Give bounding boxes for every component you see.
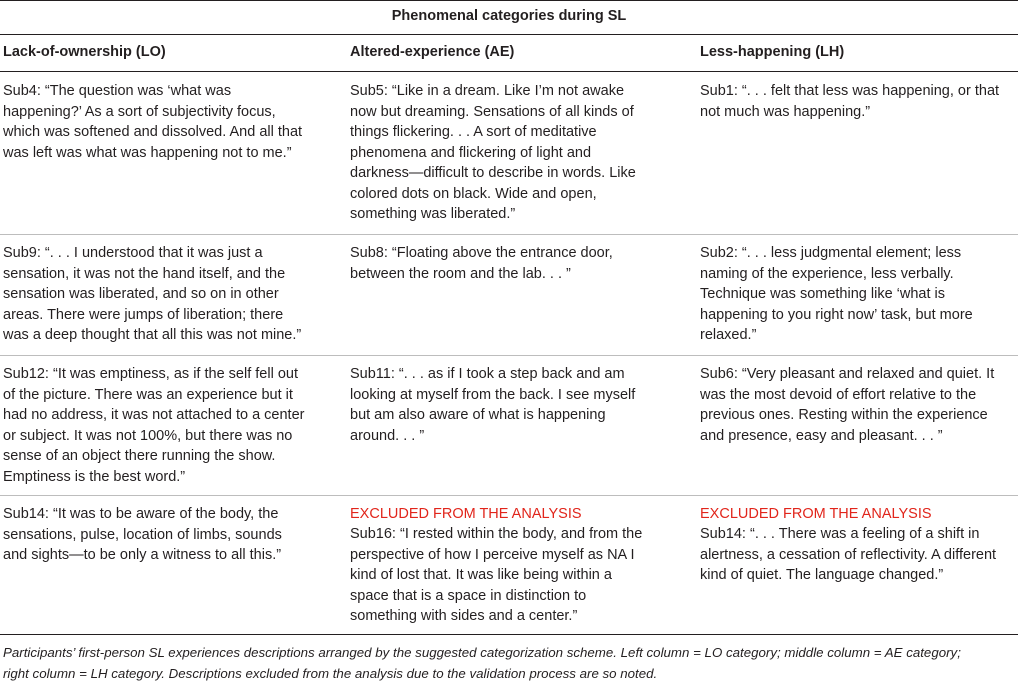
row-3-divider: [0, 495, 1018, 496]
row-1-divider: [0, 234, 1018, 235]
row-2-lh-cell: Sub2: “. . . less judgmental element; less naming of the experience, less verbally. Technique was something like ‘what is happening to you right now’ task, but more relaxed.”: [700, 245, 973, 343]
top-rule: [0, 0, 1018, 1]
row-3-lo-cell: Sub12: “It was emptiness, as if the self fell out of the picture. There was an experience but it had no address, it was not attached to a center or subject. It was not 100%, but there was no sense of an object there running the show. Emptiness is the best word.”: [3, 366, 305, 485]
bottom-rule: [0, 634, 1018, 635]
header-rule: [0, 34, 1018, 35]
column-header-rule: [0, 71, 1018, 72]
table-super-header: Phenomenal categories during SL: [391, 8, 627, 24]
column-header-lo: Lack-of-ownership (LO): [3, 44, 166, 60]
row-4-ae-cell: Sub16: “I rested within the body, and from the perspective of how I perceive myself as NA I kind of lost that. It was like being within a space that is a space in distinction to something with sides and a center.”: [350, 526, 643, 624]
column-header-lh: Less-happening (LH): [700, 44, 845, 60]
row-3-lh-cell: Sub6: “Very pleasant and relaxed and quiet. It was the most devoid of effort relative to the previous ones. Resting within the experience and presence, easy and pleasant. . . ”: [700, 366, 995, 444]
row-2-divider: [0, 355, 1018, 356]
row-4-lo-cell: Sub14: “It was to be aware of the body, the sensations, pulse, location of limbs, sounds and sights—to be only a witness to all this.”: [3, 506, 282, 563]
row-4-lh-excluded-label: EXCLUDED FROM THE ANALYSIS: [700, 506, 932, 522]
row-3-ae-cell: Sub11: “. . . as if I took a step back and am looking at myself from the back. I see myself but am also aware of what is happening around. . . ”: [350, 366, 636, 444]
column-header-ae: Altered-experience (AE): [350, 44, 515, 60]
row-4-ae-excluded-label: EXCLUDED FROM THE ANALYSIS: [350, 506, 582, 522]
row-1-lh-cell: Sub1: “. . . felt that less was happening, or that not much was happening.”: [700, 83, 1000, 120]
row-2-ae-cell: Sub8: “Floating above the entrance door, between the room and the lab. . . ”: [350, 245, 613, 282]
row-1-lo-cell: Sub4: “The question was ‘what was happening?’ As a sort of subjectivity focus, which was softened and dissolved. And all that was left was what was happening not to me.”: [3, 83, 303, 161]
row-4-lh-cell: Sub14: “. . . There was a feeling of a shift in alertness, a cessation of reflectivity. A different kind of quiet. The language changed.”: [700, 526, 997, 583]
row-1-ae-cell: Sub5: “Like in a dream. Like I’m not awake now but dreaming. Sensations of all kinds of things flickering. . . A sort of meditative phenomena and flickering of light and darkness—difficult to describe in words. Like colored dots on black. Wide and open, something was liberated.”: [350, 83, 636, 222]
row-2-lo-cell: Sub9: “. . . I understood that it was just a sensation, it was not the hand itself, and the sensation was liberated, and so on in other areas. There were jumps of liberation; there was a deep thought that all this was not mine.”: [3, 245, 302, 343]
table-caption: Participants’ first-person SL experiences descriptions arranged by the suggested categorization scheme. Left column = LO category; middle column = AE category; right column = LH category. Descriptions excluded from the analysis due to the validation process are so noted.: [3, 645, 961, 681]
